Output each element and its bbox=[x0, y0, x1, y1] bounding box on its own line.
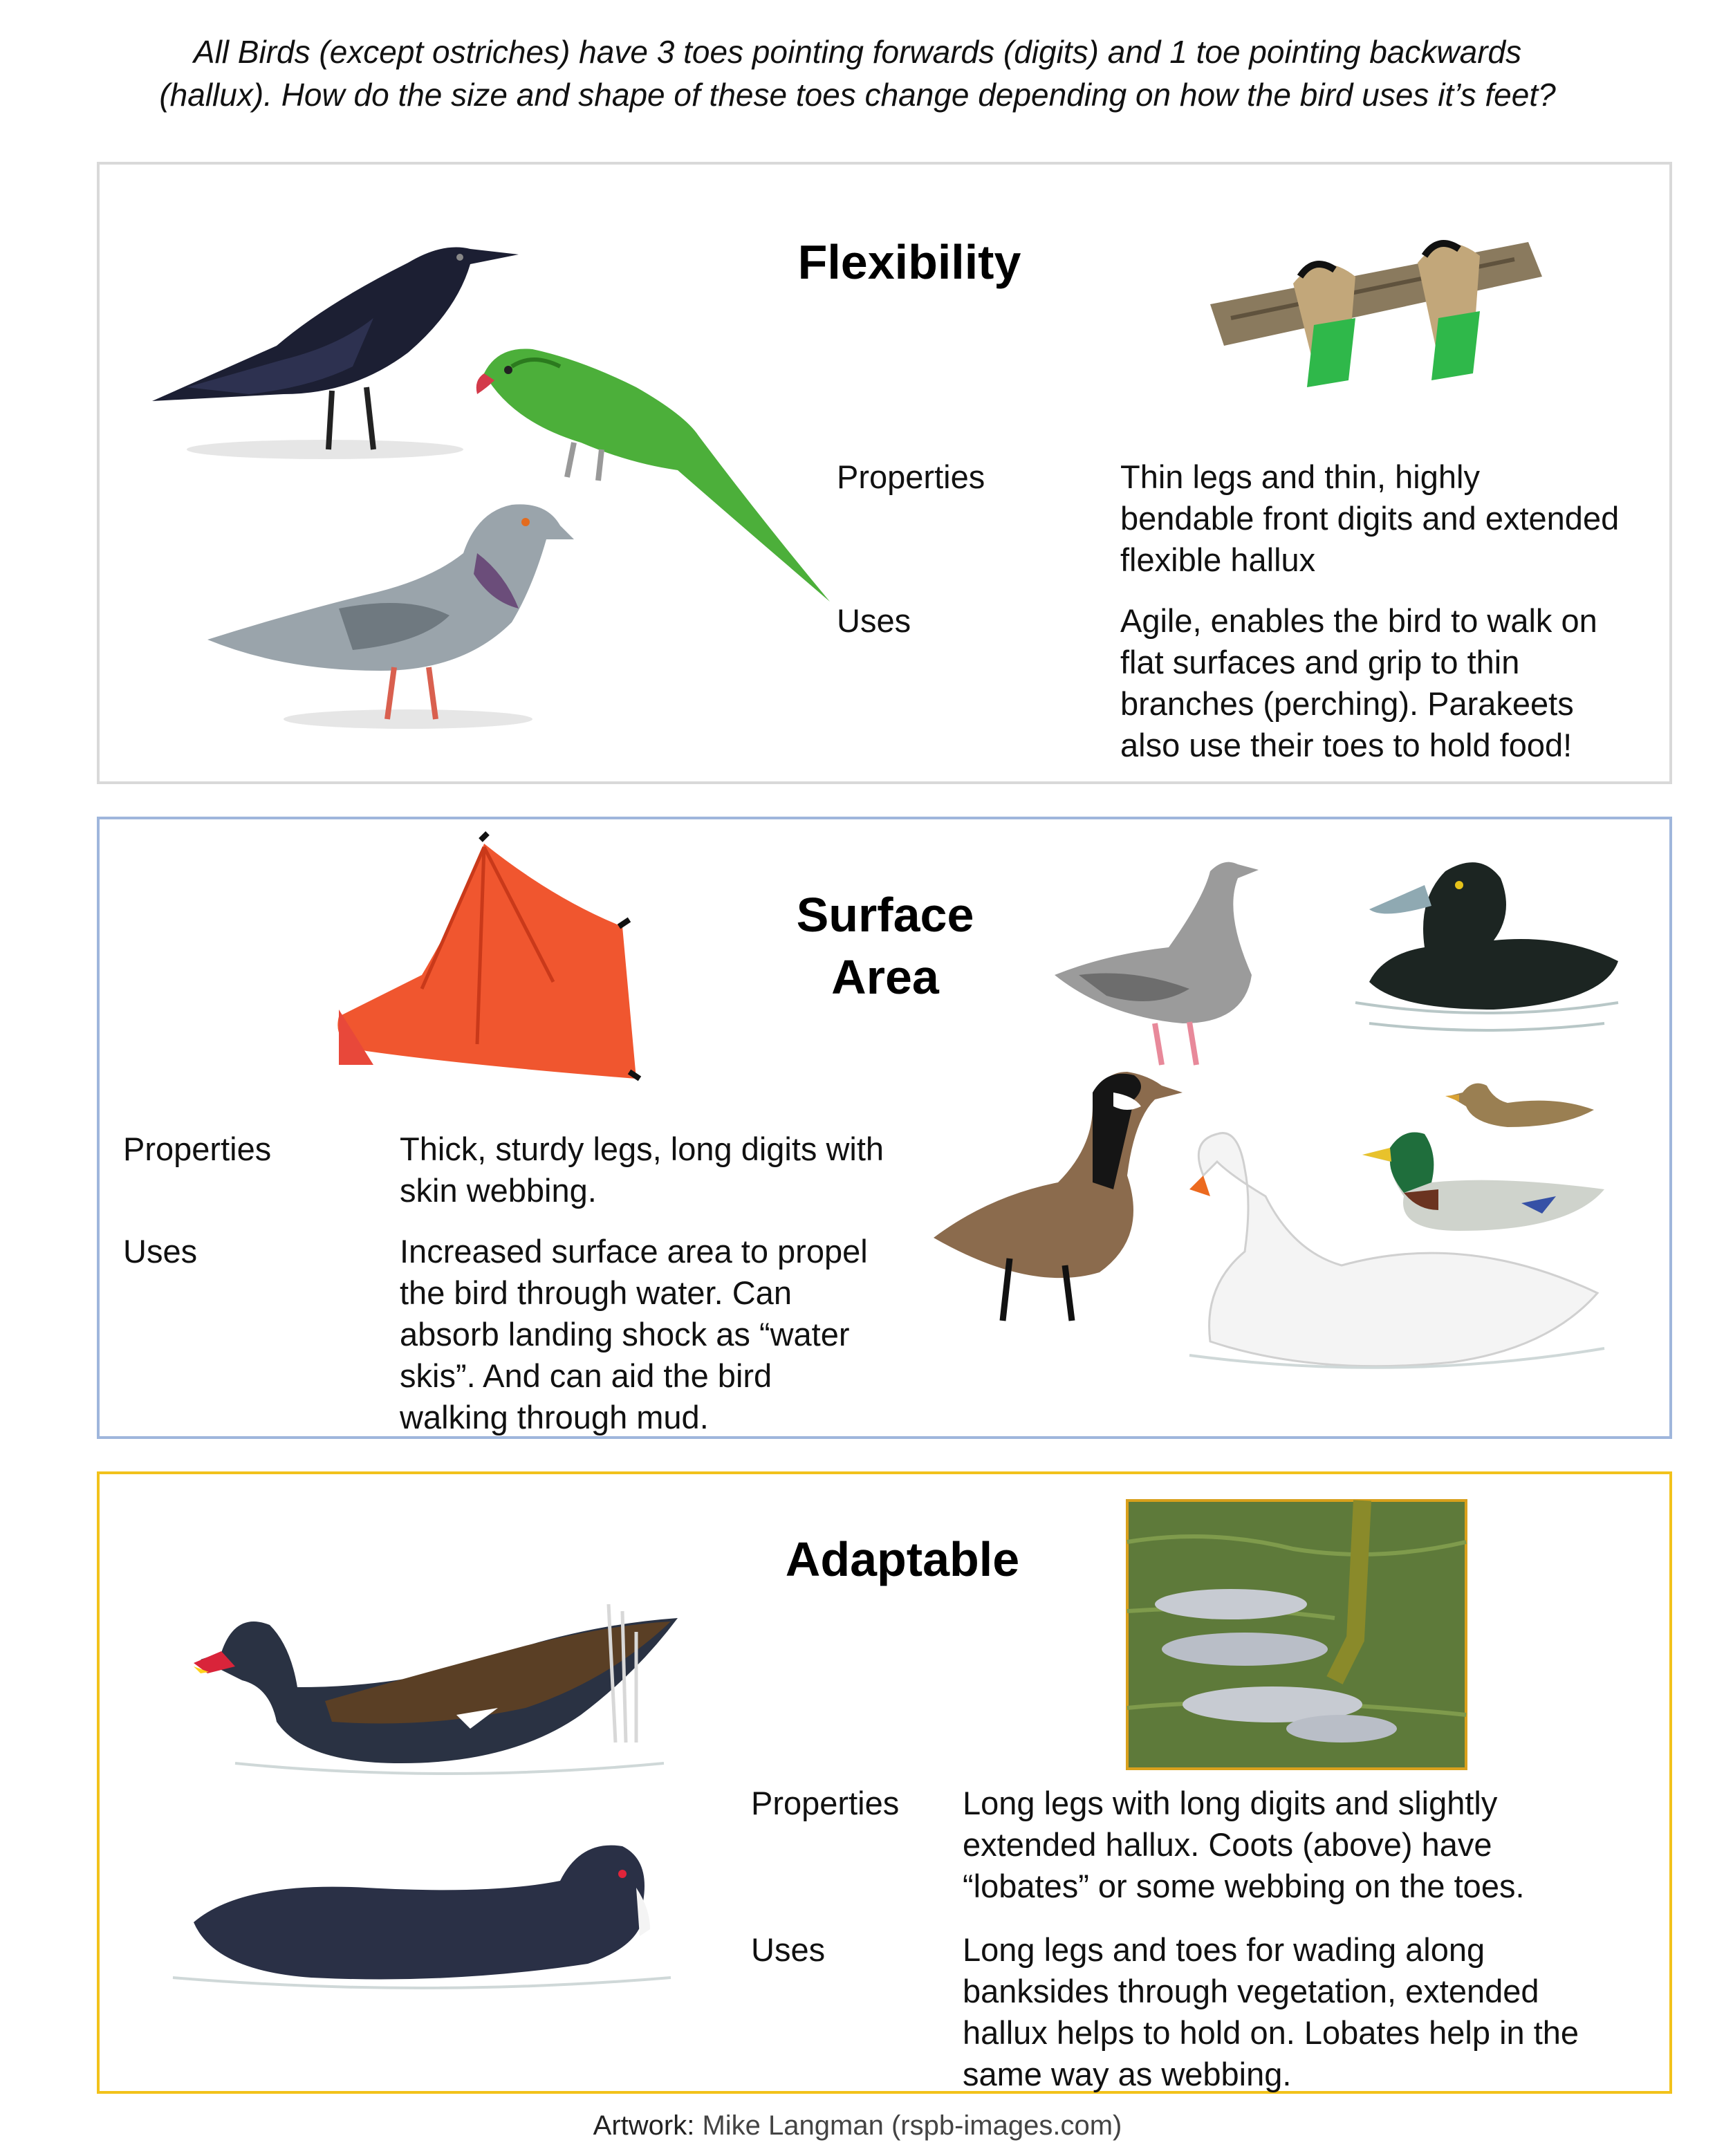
surface-area-uses-line: skis”. And can aid the bird bbox=[400, 1357, 772, 1394]
adaptable-properties-line: extended hallux. Coots (above) have bbox=[963, 1826, 1492, 1863]
pigeon-illustration bbox=[201, 491, 588, 740]
credit-label: Artwork: bbox=[593, 2110, 695, 2141]
tufted-duck-illustration bbox=[1355, 844, 1625, 1037]
surface-area-properties-line: skin webbing. bbox=[400, 1172, 597, 1209]
artwork-credit bbox=[0, 2110, 1715, 2141]
adaptable-uses-text bbox=[963, 1929, 1668, 2095]
intro-text bbox=[104, 30, 1611, 116]
flexibility-uses-line: also use their toes to hold food! bbox=[1120, 727, 1573, 763]
adaptable-uses-line: same way as webbing. bbox=[963, 2056, 1292, 2092]
flexibility-properties-line: flexible hallux bbox=[1120, 541, 1316, 578]
adaptable-title: Adaptable bbox=[785, 1532, 1020, 1586]
surface-area-title-line: Area bbox=[831, 950, 939, 1004]
mallard-male-illustration bbox=[1362, 1127, 1611, 1238]
perching-feet-illustration bbox=[1210, 201, 1542, 387]
adaptable-uses-line: Long legs and toes for wading along bbox=[963, 1931, 1485, 1968]
flexibility-uses-line: flat surfaces and grip to thin bbox=[1120, 644, 1520, 680]
surface-area-properties-label: Properties bbox=[123, 1131, 272, 1167]
adaptable-uses-line: banksides through vegetation, extended bbox=[963, 1973, 1539, 2009]
flexibility-uses-label: Uses bbox=[837, 602, 911, 639]
flexibility-properties-text bbox=[1120, 456, 1667, 581]
flexibility-uses-line: branches (perching). Parakeets bbox=[1120, 685, 1574, 722]
adaptable-properties-label: Properties bbox=[751, 1785, 900, 1821]
surface-area-uses-line: the bird through water. Can bbox=[400, 1274, 792, 1311]
mallard-female-illustration bbox=[1445, 1075, 1597, 1131]
coot-illustration bbox=[173, 1839, 671, 1991]
surface-area-uses-line: walking through mud. bbox=[400, 1399, 709, 1435]
surface-area-uses-label: Uses bbox=[123, 1233, 198, 1270]
adaptable-properties-text bbox=[963, 1783, 1668, 1907]
credit-name: Mike Langman (rspb-images.com) bbox=[702, 2110, 1122, 2141]
surface-area-properties-line: Thick, sturdy legs, long digits with bbox=[400, 1131, 884, 1167]
webbed-foot-illustration bbox=[325, 837, 643, 1086]
intro-line-1: All Birds (except ostriches) have 3 toes pointing forwards (digits) and 1 toe pointing backwards bbox=[193, 34, 1522, 70]
adaptable-properties-line: “lobates” or some webbing on the toes. bbox=[963, 1868, 1525, 1904]
adaptable-uses-line: hallux helps to hold on. Lobates help in the bbox=[963, 2014, 1579, 2051]
surface-area-uses-text bbox=[400, 1231, 925, 1438]
flexibility-properties-line: bendable front digits and extended bbox=[1120, 500, 1620, 537]
canada-goose-illustration bbox=[927, 1065, 1189, 1341]
flexibility-title: Flexibility bbox=[797, 235, 1021, 289]
moorhen-illustration bbox=[194, 1604, 692, 1791]
flexibility-uses-line: Agile, enables the bird to walk on bbox=[1120, 602, 1597, 639]
surface-area-uses-line: absorb landing shock as “water bbox=[400, 1316, 850, 1353]
intro-line-2: (hallux). How do the size and shape of these toes change depending on how the bird uses it’s feet? bbox=[159, 77, 1556, 113]
flexibility-properties-label: Properties bbox=[837, 458, 985, 495]
surface-area-uses-line: Increased surface area to propel bbox=[400, 1233, 868, 1270]
greylag-goose-illustration bbox=[1051, 857, 1272, 1072]
surface-area-title bbox=[747, 884, 1023, 1008]
flexibility-properties-line: Thin legs and thin, highly bbox=[1120, 458, 1480, 495]
adaptable-uses-label: Uses bbox=[751, 1931, 826, 1968]
coot-foot-photo bbox=[1127, 1500, 1466, 1769]
adaptable-properties-line: Long legs with long digits and slightly bbox=[963, 1785, 1498, 1821]
surface-area-title-line: Surface bbox=[796, 888, 974, 942]
surface-area-properties-text bbox=[400, 1128, 925, 1211]
flexibility-uses-text bbox=[1120, 600, 1667, 766]
